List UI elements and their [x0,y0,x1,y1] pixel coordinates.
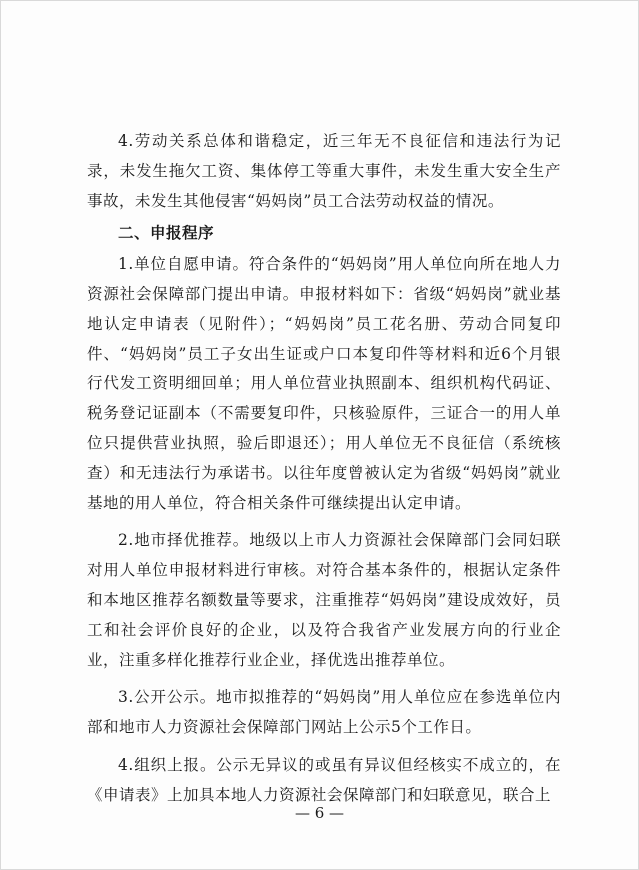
paragraph-organize-submission: 4.组织上报。公示无异议的或虽有异议但经核实不成立的，在《申请表》上加具本地人力资源社会保障部门和妇联意见，联合上 [87,755,561,804]
page-number: — 6 — [294,804,345,822]
paragraph-city-recommendation: 2.地市择优推荐。地级以上市人力资源社会保障部门会同妇联对用人单位申报材料进行审核。对符合基本条件的，根据认定条件和本地区推荐名额数量等要求，注重推荐“妈妈岗”建设成效好，员工和社会评价良好的企业，以及符合我省产业发展方向的行业企业，注重多样化推荐行业企业，择优选出推荐单位。 [87,531,561,669]
section-heading-application-procedure: 二、申报程序 [118,223,215,243]
paragraph-voluntary-application: 1.单位自愿申请。符合条件的“妈妈岗”用人单位向所在地人力资源社会保障部门提出申请。申报材料如下：省级“妈妈岗”就业基地认定申请表（见附件）；“妈妈岗”员工花名册、劳动合同复印件、“妈妈岗”员工子女出生证或户口本复印件等材料和近6个月银行代发工资明细回单；用人单位营业执照副本、组织机构代码证、税务登记证副本（不需要复印件，只核验原件，三证合一的用人单位只提供营业执照，验后即退还）；用人单位无不良征信（系统核查）和无违法行为承诺书。以往年度曾被认定为省级“妈妈岗”就业基地的用人单位，符合相关条件可继续提出认定申请。 [87,255,561,512]
document-body [87,127,561,813]
paragraph-public-announcement: 3.公开公示。地市拟推荐的“妈妈岗”用人单位应在参选单位内部和地市人力资源社会保障部门网站上公示5个工作日。 [87,688,561,737]
paragraph-labor-relations: 4.劳动关系总体和谐稳定，近三年无不良征信和违法行为记录，未发生拖欠工资、集体停工等重大事件，未发生重大安全生产事故，未发生其他侵害“妈妈岗”员工合法劳动权益的情况。 [87,132,561,210]
